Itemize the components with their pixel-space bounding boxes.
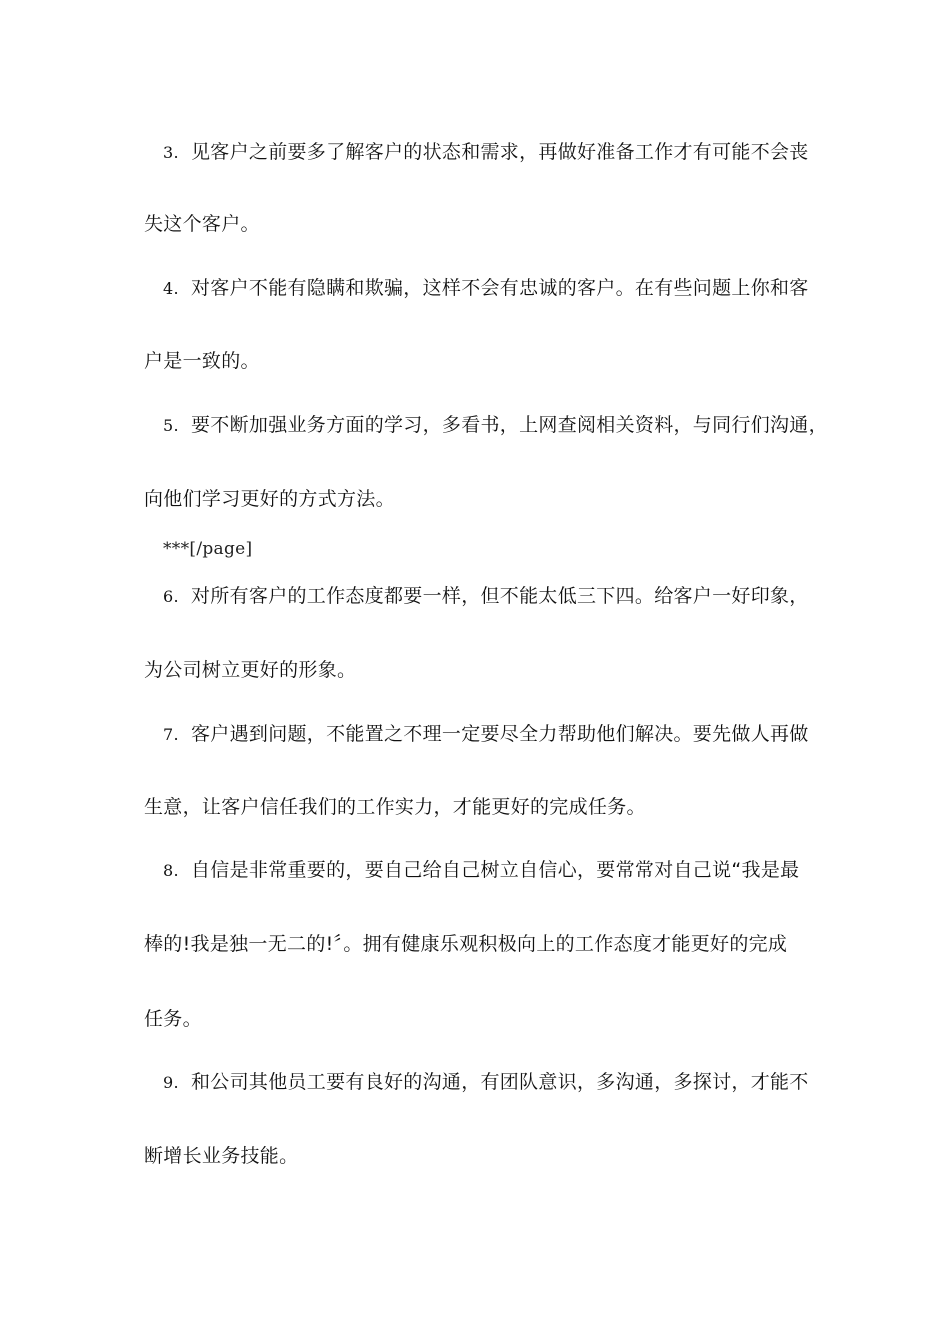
item-5-text: 要不断加强业务方面的学习，多看书，上网查阅相关资料，与同行们沟通，	[191, 414, 828, 436]
item-8-line-3: 任务。	[144, 1008, 202, 1030]
item-8-number: 8.	[163, 861, 179, 880]
item-4-number: 4.	[163, 279, 179, 298]
item-7-line-2: 生意，让客户信任我们的工作实力，才能更好的完成任务。	[144, 796, 646, 818]
item-9-line-1	[163, 1070, 843, 1095]
item-7-text: 客户遇到问题，不能置之不理一定要尽全力帮助他们解决。要先做人再做	[191, 723, 809, 745]
item-3-line-1	[163, 140, 843, 165]
page-marker: ***[/page]	[163, 539, 253, 559]
item-5-line-1	[163, 413, 843, 438]
item-6-line-2: 为公司树立更好的形象。	[144, 659, 357, 681]
item-6-number: 6.	[163, 587, 179, 606]
item-9-line-2: 断增长业务技能。	[144, 1145, 299, 1167]
item-4-line-1	[163, 276, 843, 301]
item-9-number: 9.	[163, 1073, 179, 1092]
item-8-line-2: 棒的!我是独一无二的!〞。拥有健康乐观积极向上的工作态度才能更好的完成	[144, 933, 788, 955]
item-8-text: 自信是非常重要的，要自己给自己树立自信心，要常常对自己说“我是最	[191, 859, 800, 881]
item-3-line-2: 失这个客户。	[144, 213, 260, 235]
item-3-number: 3.	[163, 143, 179, 162]
item-7-line-1	[163, 722, 843, 747]
item-4-line-2: 户是一致的。	[144, 350, 260, 372]
item-6-line-1	[163, 584, 843, 609]
item-9-text: 和公司其他员工要有良好的沟通，有团队意识，多沟通，多探讨，才能不	[191, 1071, 809, 1093]
item-7-number: 7.	[163, 725, 179, 744]
item-3-text: 见客户之前要多了解客户的状态和需求，再做好准备工作才有可能不会丧	[191, 141, 809, 163]
item-6-text: 对所有客户的工作态度都要一样，但不能太低三下四。给客户一好印象，	[191, 585, 809, 607]
item-5-line-2: 向他们学习更好的方式方法。	[144, 488, 395, 510]
item-4-text: 对客户不能有隐瞒和欺骗，这样不会有忠诚的客户。在有些问题上你和客	[191, 277, 809, 299]
item-8-line-1	[163, 858, 843, 883]
item-5-number: 5.	[163, 416, 179, 435]
